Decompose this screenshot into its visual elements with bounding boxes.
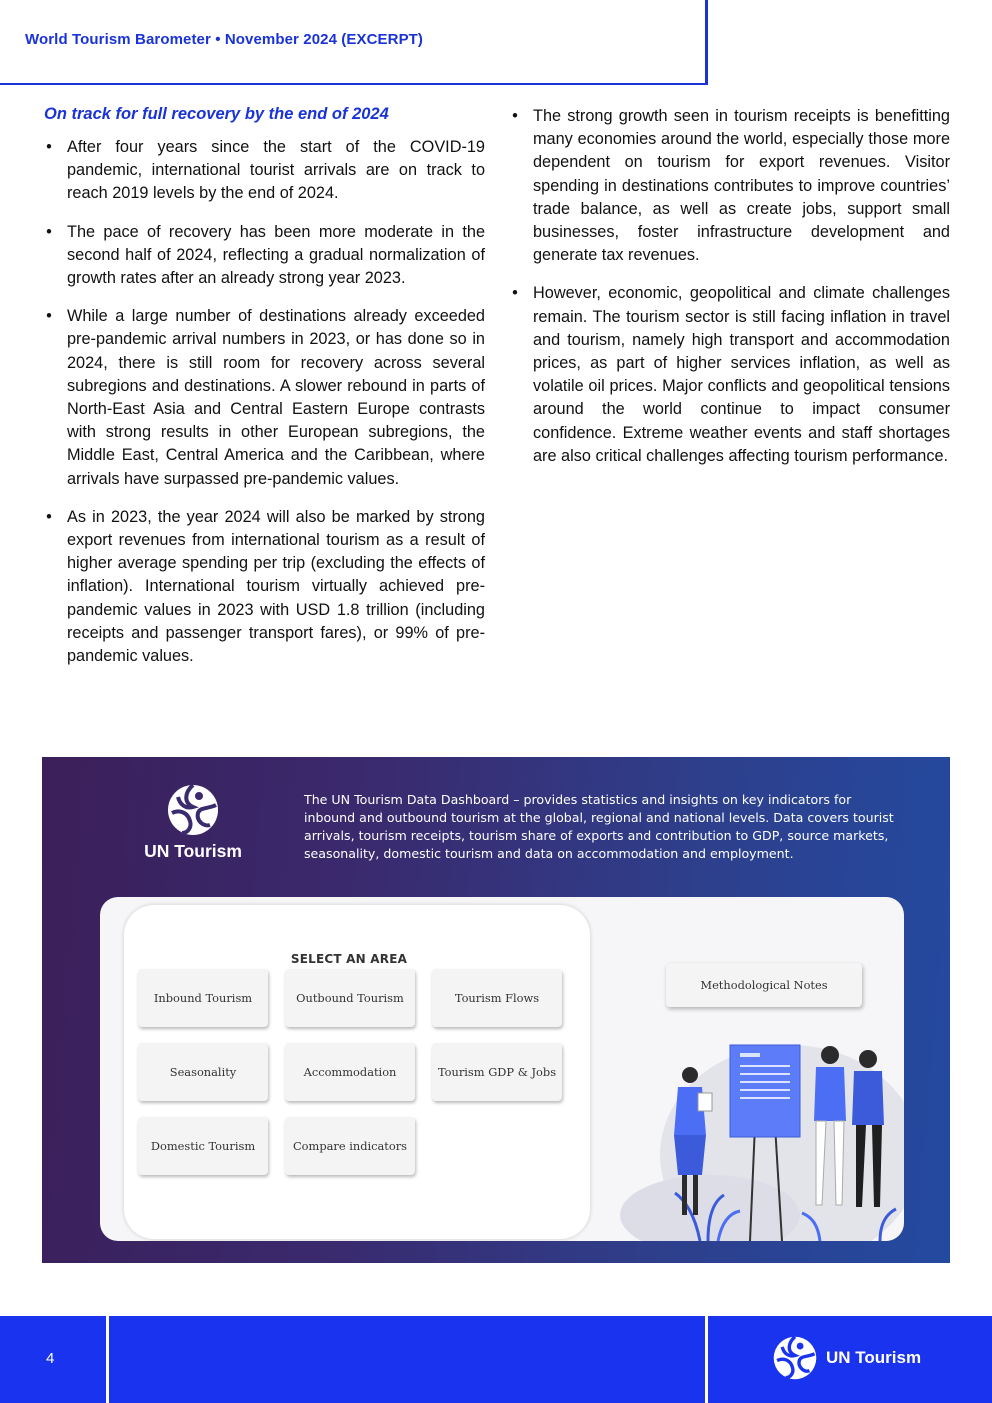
dashboard-panel bbox=[100, 897, 904, 1241]
tile-tourism-flows[interactable]: Tourism Flows bbox=[432, 969, 562, 1027]
right-column bbox=[510, 105, 950, 483]
select-area-card bbox=[124, 905, 590, 1239]
footer-divider bbox=[106, 1316, 109, 1403]
bullet-text: While a large number of destinations already exceeded pre-pandemic arrival numbers in 2023, or has done so in 2024, there is still room for recovery across several subregions and destinations. A slower rebound in parts of North-East Asia and Central Eastern Europe contrasts with strong results in other European subregions, the Middle East, Central America and the Caribbean, where arrivals have surpassed pre-pandemic values. bbox=[67, 307, 485, 488]
header-vertical-divider bbox=[705, 0, 708, 84]
tile-inbound-tourism[interactable]: Inbound Tourism bbox=[138, 969, 268, 1027]
left-column bbox=[44, 103, 485, 683]
bullet-item bbox=[44, 221, 485, 291]
section-heading: On track for full recovery by the end of 2024 bbox=[44, 105, 389, 123]
bullet-icon: • bbox=[46, 222, 52, 241]
header-title: World Tourism Barometer • November 2024 (EXCERPT) bbox=[25, 31, 424, 48]
team-presentation-illustration bbox=[590, 1025, 904, 1241]
tile-domestic-tourism[interactable]: Domestic Tourism bbox=[138, 1117, 268, 1175]
left-bullet-list bbox=[44, 136, 485, 668]
bullet-text: The strong growth seen in tourism receipts is benefitting many economies around the world, especially those more dependent on tourism for export revenues. Visitor spending in destinations contributes to improve countries’ trade balance, as well as create jobs, support small businesses, foster infrastructure development and generate tax revenues. bbox=[533, 107, 950, 265]
bullet-icon: • bbox=[46, 138, 52, 156]
un-tourism-logo-icon bbox=[772, 1335, 818, 1381]
tile-outbound-tourism[interactable]: Outbound Tourism bbox=[285, 969, 415, 1027]
bullet-text: However, economic, geopolitical and climate challenges remain. The tourism sector is still facing inflation in travel and tourism, namely high transport and accommodation prices, as part of higher services inflation, as well as volatile oil prices. Major conflicts and geopolitical tensions around the world continue to impact consumer confidence. Extreme weather events and staff shortages are also critical challenges affecting tourism performance. bbox=[533, 284, 950, 465]
tile-compare-indicators[interactable]: Compare indicators bbox=[285, 1117, 415, 1175]
bullet-icon: • bbox=[512, 107, 518, 125]
tile-tourism-gdp-jobs[interactable]: Tourism GDP & Jobs bbox=[432, 1043, 562, 1101]
dashboard-description: The UN Tourism Data Dashboard – provides statistics and insights on key indicators for inbound and outbound tourism at the global, regional and national levels. Data covers tourist arrivals, tourism receipts, tourism share of exports and contribution to GDP, source markets, seasonality, domestic tourism and data on accommodation and employment. bbox=[304, 792, 894, 861]
select-area-title: SELECT AN AREA bbox=[290, 952, 408, 966]
bullet-text: After four years since the start of the COVID-19 pandemic, international tourist arrivals are on track to reach 2019 levels by the end of 2024. bbox=[67, 138, 485, 203]
bullet-icon: • bbox=[46, 307, 52, 326]
bullet-item bbox=[44, 305, 485, 491]
un-tourism-logo-icon bbox=[166, 783, 220, 837]
tile-seasonality[interactable]: Seasonality bbox=[138, 1043, 268, 1101]
un-tourism-logo bbox=[142, 783, 244, 862]
methodological-notes-button[interactable]: Methodological Notes bbox=[666, 963, 862, 1007]
page-footer bbox=[0, 1316, 992, 1403]
bullet-text: The pace of recovery has been more moderate in the second half of 2024, reflecting a gradual normalization of growth rates after an already strong year 2023. bbox=[67, 222, 485, 288]
bullet-icon: • bbox=[512, 284, 518, 303]
right-bullet-list bbox=[510, 105, 950, 468]
bullet-item bbox=[44, 136, 485, 206]
footer-divider bbox=[705, 1316, 708, 1403]
footer-logo bbox=[772, 1335, 921, 1381]
bullet-icon: • bbox=[46, 507, 52, 526]
bullet-item bbox=[510, 282, 950, 468]
logo-text: UN Tourism bbox=[144, 841, 242, 861]
page-number: 4 bbox=[46, 1350, 55, 1367]
bullet-item bbox=[510, 105, 950, 267]
tile-accommodation[interactable]: Accommodation bbox=[285, 1043, 415, 1101]
bullet-text: As in 2023, the year 2024 will also be marked by strong export revenues from international tourism as a result of higher average spending per trip (excluding the effects of inflation). International tourism virtually achieved pre-pandemic values in 2023 with USD 1.8 trillion (including receipts and passenger transport fares), or 99% of pre-pandemic values. bbox=[67, 507, 485, 666]
bullet-item bbox=[44, 506, 485, 668]
header-divider bbox=[0, 83, 708, 85]
footer-logo-text: UN Tourism bbox=[826, 1348, 922, 1367]
data-dashboard-banner[interactable] bbox=[42, 757, 950, 1263]
